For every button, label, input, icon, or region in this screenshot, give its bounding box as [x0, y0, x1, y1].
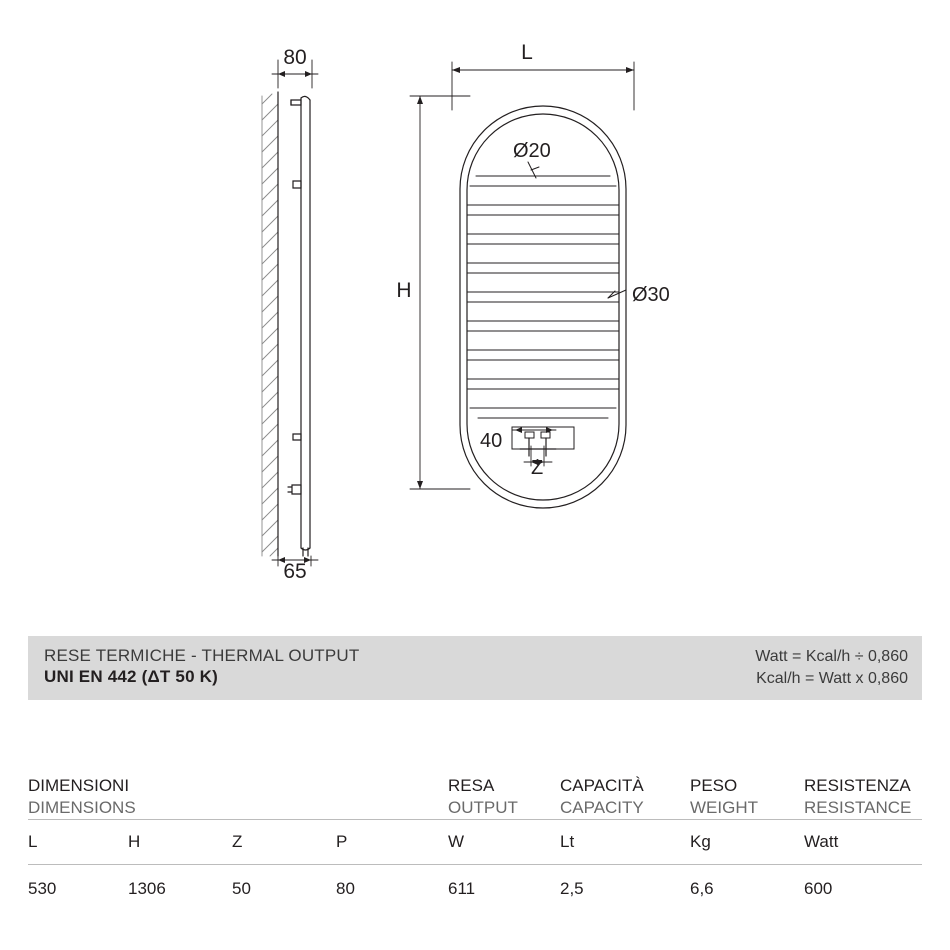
label-tube-small: Ø20: [513, 140, 551, 162]
label-offset-z: Z: [531, 457, 544, 479]
header-output-it: RESA: [448, 776, 495, 795]
header-dimensions-en: DIMENSIONS: [28, 797, 136, 817]
header-resistance-en: RESISTANCE: [804, 797, 912, 817]
header-weight-en: WEIGHT: [690, 797, 758, 817]
header-weight: [690, 775, 804, 819]
header-output: [448, 775, 560, 819]
unit-kg: Kg: [690, 819, 804, 864]
header-resistance-it: RESISTENZA: [804, 776, 911, 795]
unit-w: W: [448, 819, 560, 864]
unit-p: P: [336, 819, 448, 864]
unit-lt: Lt: [560, 819, 690, 864]
value-z: 50: [232, 864, 336, 909]
value-w: 611: [448, 864, 560, 909]
value-l: 530: [28, 864, 128, 909]
value-kg: 6,6: [690, 864, 804, 909]
header-resistance: [804, 775, 922, 819]
value-watt: 600: [804, 864, 922, 909]
label-side-width-top: 80: [283, 46, 307, 69]
table-row: [28, 864, 922, 909]
banner-formula-group: [755, 646, 908, 689]
table-units-row: [28, 819, 922, 864]
unit-watt: Watt: [804, 819, 922, 864]
value-p: 80: [336, 864, 448, 909]
header-weight-it: PESO: [690, 776, 738, 795]
banner-title-line2: UNI EN 442 (ΔT 50 K): [44, 667, 218, 687]
label-front-height-H: H: [396, 279, 412, 302]
banner-title-line1: RESE TERMICHE - THERMAL OUTPUT: [44, 646, 360, 665]
value-lt: 2,5: [560, 864, 690, 909]
label-offset-40: 40: [480, 430, 503, 452]
specification-table: [28, 775, 922, 909]
formula-watt: Watt = Kcal/h ÷ 0,860: [755, 648, 908, 665]
unit-h: H: [128, 819, 232, 864]
header-capacity: [560, 775, 690, 819]
thermal-output-banner: [28, 636, 922, 700]
label-side-width-bottom: 65: [283, 560, 307, 583]
label-front-width-L: L: [521, 41, 533, 64]
unit-l: L: [28, 819, 128, 864]
header-capacity-en: CAPACITY: [560, 797, 644, 817]
label-tube-large: Ø30: [632, 284, 670, 306]
formula-kcal: Kcal/h = Watt x 0,860: [756, 669, 908, 687]
table-header-row: [28, 775, 922, 819]
header-dimensions-it: DIMENSIONI: [28, 776, 130, 795]
header-capacity-it: CAPACITÀ: [560, 776, 644, 795]
value-h: 1306: [128, 864, 232, 909]
header-output-en: OUTPUT: [448, 797, 518, 817]
header-dimensions: [28, 775, 448, 819]
unit-z: Z: [232, 819, 336, 864]
banner-title-group: [44, 645, 360, 688]
